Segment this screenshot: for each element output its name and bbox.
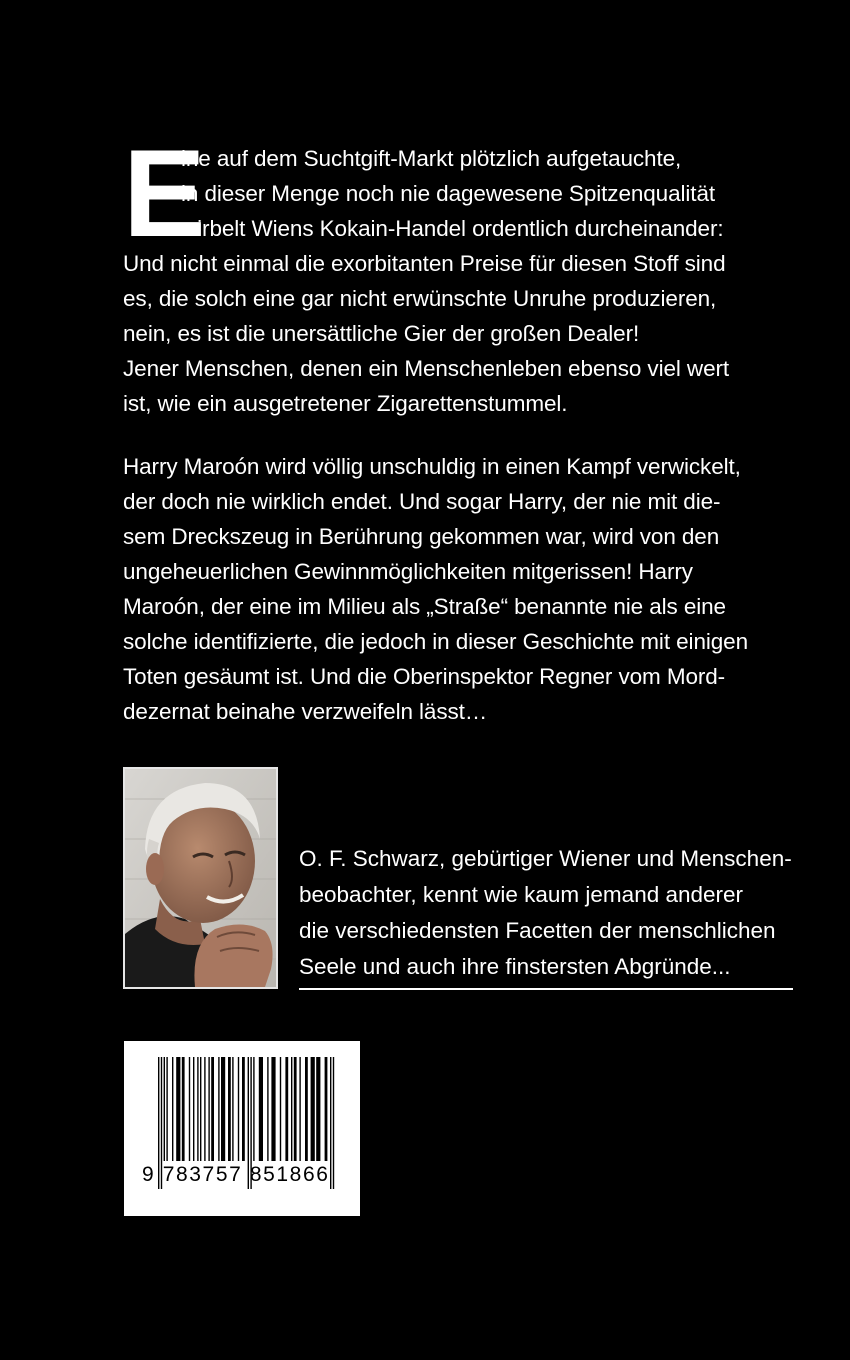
barcode-bar [311,1057,315,1161]
barcode-bar [291,1057,292,1161]
author-bio-line: Seele und auch ihre finstersten Abgründe... [299,954,731,979]
barcode-bar [299,1057,300,1161]
blurb-line: es, die solch eine gar nicht erwünschte Unruhe produzieren, [123,286,717,311]
blurb-line: Jener Menschen, denen ein Menschenleben ebenso viel wert [123,356,730,381]
author-bio-line: beobachter, kennt wie kaum jemand anderer [299,882,744,907]
barcode-bar [164,1057,165,1161]
blurb-line: nein, es ist die unersättliche Gier der großen Dealer! [123,321,640,346]
drop-cap: E [123,125,206,263]
author-bio-line: O. F. Schwarz, gebürtiger Wiener und Menschen- [299,846,792,871]
barcode-bar [197,1057,198,1161]
barcode-bar [200,1057,201,1161]
blurb-line: der doch nie wirklich endet. Und sogar Harry, der nie mit die- [123,489,721,514]
barcode-bar [253,1057,254,1161]
barcode-bar [182,1057,185,1161]
blurb-line: Und nicht einmal die exorbitanten Preise für diesen Stoff sind [123,251,726,276]
blurb-line: Toten gesäumt ist. Und die Oberinspektor Regner vom Mord- [123,664,726,689]
barcode-bar [189,1057,190,1161]
barcode-bar [316,1057,320,1161]
isbn-number: 9 783757 851866 [142,1163,330,1186]
barcode-bar [267,1057,268,1161]
blurb-line: ine auf dem Suchtgift-Markt plötzlich aufgetauchte, [181,146,682,171]
barcode-bar [294,1057,297,1161]
barcode-bar [325,1057,328,1161]
blurb-paragraph-1 [123,125,763,421]
barcode-bar [204,1057,205,1161]
barcode-bar [330,1057,331,1189]
barcode-bar [238,1057,239,1161]
author-bio [299,841,799,985]
barcode-bar [271,1057,275,1161]
barcode-bar [259,1057,263,1161]
barcode-bar [172,1057,173,1161]
barcode-bar [305,1057,308,1161]
blurb-line: ungeheuerlichen Gewinnmöglichkeiten mitgerissen! Harry [123,559,693,584]
blurb-line: ist, wie ein ausgetretener Zigarettenstummel. [123,391,568,416]
author-bio-line: die verschiedensten Facetten der menschlichen [299,918,776,943]
barcode-bar [218,1057,219,1161]
blurb-line: in dieser Menge noch nie dagewesene Spitzenqualität [181,181,716,206]
barcode-bar [242,1057,245,1161]
author-portrait-illustration [125,769,276,987]
barcode-bar [333,1057,334,1189]
isbn-barcode [124,1041,360,1216]
barcode-bar [221,1057,225,1161]
barcode-bar [228,1057,231,1161]
barcode-bar [232,1057,233,1161]
blurb-line: Harry Maroón wird völlig unschuldig in einen Kampf verwickelt, [123,454,741,479]
blurb-line: solche identifizierte, die jedoch in dieser Geschichte mit einigen [123,629,748,654]
barcode-bar [280,1057,281,1161]
barcode-bar [193,1057,194,1161]
barcode-bar [166,1057,167,1161]
barcode-bar [211,1057,214,1161]
author-divider [299,988,793,990]
blurb-line: sem Dreckszeug in Berührung gekommen war, wird von den [123,524,720,549]
barcode-bars [124,1041,360,1216]
blurb-line: wirbelt Wiens Kokain-Handel ordentlich durcheinander: [181,216,724,241]
barcode-bar [176,1057,180,1161]
blurb-paragraph-2 [123,449,763,729]
blurb-line: Maroón, der eine im Milieu als „Straße“ benannte nie als eine [123,594,726,619]
barcode-bar [285,1057,288,1161]
author-photo [123,767,278,989]
barcode-bar [208,1057,209,1161]
blurb-line: dezernat beinahe verzweifeln lässt… [123,699,488,724]
